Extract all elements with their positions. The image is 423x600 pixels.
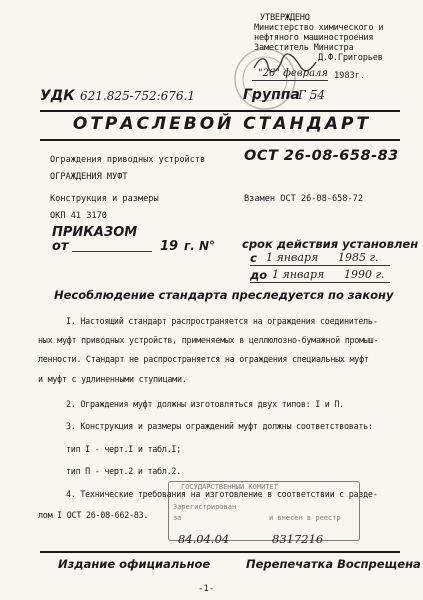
validity-to-prefix: до	[250, 268, 268, 282]
paragraph-4-line1: 4. Технические требования на изготовление в соответствии с разде-	[66, 489, 378, 499]
approval-title: УТВЕРЖДЕНО	[260, 13, 310, 23]
validity-line1: срок действия установлен	[242, 237, 419, 251]
paragraph-1-line2: ных муфт приводных устройств, применяемых в целлюлозно-бумажной промыш-	[38, 335, 379, 345]
law-warning: Несоблюдение стандарта преследуется по закону	[54, 288, 394, 302]
udk-code: 621.825-752:676.1	[80, 89, 195, 103]
footer-official-edition: Издание официальное	[58, 557, 211, 571]
heading-rule-top	[40, 110, 400, 112]
validity-to-date: 1 января	[272, 268, 325, 281]
footer-reprint-prohibited: Перепечатка Воспрещена	[246, 557, 421, 571]
stamp-date: 84.04.04	[178, 532, 230, 546]
approval-date: "26" февраля	[258, 68, 329, 79]
order-date-underline	[72, 251, 152, 252]
title-line2: ОГРАЖДЕНИЯ МУФТ	[50, 172, 128, 182]
page-number: -1-	[198, 584, 215, 594]
order-year: 19	[160, 239, 179, 254]
validity-from-prefix: с	[250, 251, 257, 265]
replaces-standard: Взамен ОСТ 26-08-658-72	[244, 194, 363, 204]
group-label: Группа	[243, 87, 300, 103]
group-code: Г 54	[298, 88, 326, 102]
order-from: от	[52, 239, 69, 254]
type-1-reference: тип I - черт.I и табл.I;	[66, 444, 182, 454]
validity-to-year: 1990 г.	[344, 268, 385, 281]
validity-from-underline	[250, 265, 390, 266]
validity-from-year: 1985 г.	[338, 251, 379, 264]
order-year-suffix: г. N°	[184, 239, 216, 253]
validity-from-date: 1 января	[266, 251, 319, 264]
paragraph-4-line2: лом I ОСТ 26-08-662-83.	[38, 510, 149, 520]
approval-position: Заместитель Министра	[254, 43, 354, 53]
stamp-line2: Зарегистрирован	[173, 503, 237, 511]
okp-code: ОКП 41 3170	[50, 211, 107, 221]
stamp-line3: и внесен в реестр	[269, 514, 341, 522]
approval-year: 1983г.	[334, 71, 366, 81]
validity-to-underline	[250, 282, 390, 283]
title-line3: Конструкция и размеры	[50, 194, 159, 204]
page-heading: ОТРАСЛЕВОЙ СТАНДАРТ	[72, 114, 372, 134]
order-label: ПРИКАЗОМ	[52, 225, 138, 240]
heading-rule-bottom	[40, 139, 400, 141]
approval-signature-name: Д.Ф.Григорьев	[318, 53, 383, 63]
stamp-line1: ГОСУДАРСТВЕННЫЙ КОМИТЕТ	[181, 483, 278, 491]
standard-number: ОСТ 26-08-658-83	[244, 148, 399, 164]
approval-org-line2: нефтяного машиностроения	[254, 33, 374, 43]
title-line1: Ограждения приводных устройств	[50, 155, 206, 165]
approval-date-underline	[252, 80, 328, 81]
paragraph-3: 3. Конструкция и размеры ограждений муфт должны соответствовать:	[66, 421, 373, 431]
stamp-number: 8317216	[272, 532, 324, 546]
paragraph-2: 2. Ограждения муфт должны изготовляться двух типов: I и П.	[66, 399, 344, 409]
stamp-line4: за	[173, 514, 182, 522]
paragraph-1-line3: ленности. Стандарт не распространяется на ограждения специальных муфт	[38, 354, 369, 364]
type-2-reference: тип П - черт.2 и табл.2.	[66, 466, 182, 476]
paragraph-1-line1: I. Настоящий стандарт распространяется на ограждения соединитель-	[66, 316, 378, 326]
paragraph-1-line4: и муфт с удлиненными ступицами.	[38, 374, 187, 384]
udk-label: УДК	[40, 88, 75, 104]
footer-rule	[40, 551, 400, 553]
approval-org-line1: Министерство химического и	[254, 23, 384, 33]
